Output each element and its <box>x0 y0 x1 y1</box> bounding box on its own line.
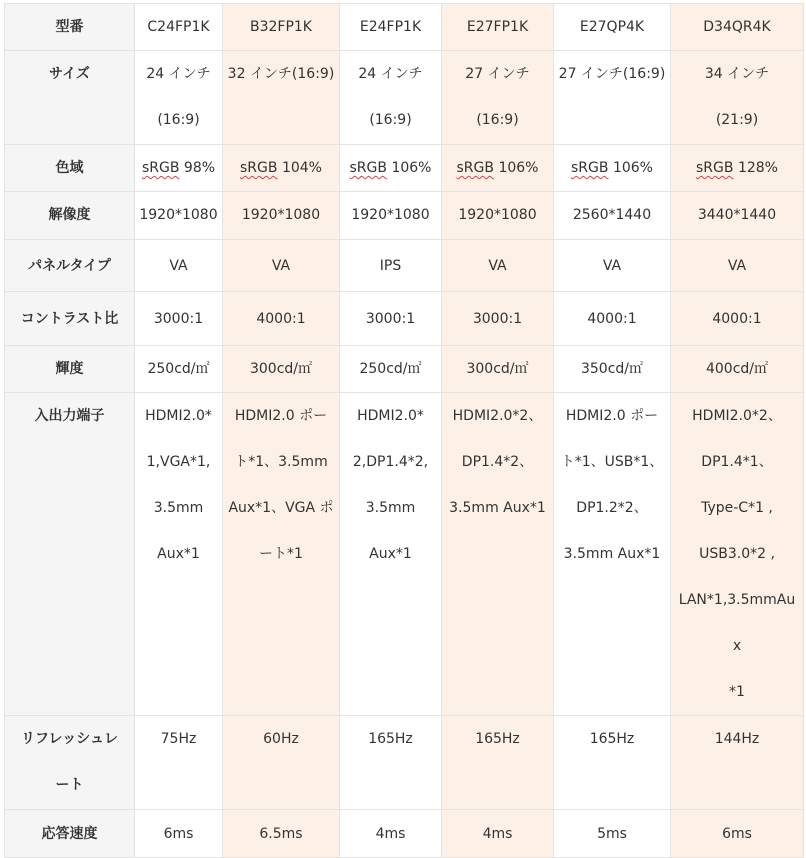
ports-cell: HDMI2.0 ポー ト*1、3.5mm Aux*1、VGA ポ ート*1 <box>223 393 340 716</box>
size-cell: 27 インチ(16:9) <box>554 51 671 145</box>
response-cell: 6ms <box>671 810 804 858</box>
refresh-cell: 165Hz <box>442 716 554 810</box>
refresh-cell: 75Hz <box>135 716 223 810</box>
response-cell: 4ms <box>340 810 442 858</box>
row-refresh <box>5 716 804 810</box>
size-cell: 27 インチ (16:9) <box>442 51 554 145</box>
panel-cell: IPS <box>340 240 442 292</box>
row-header-brightness: 輝度 <box>5 346 135 393</box>
gamut-cell: sRGB 106% <box>442 145 554 192</box>
gamut-cell: sRGB 104% <box>223 145 340 192</box>
response-cell: 5ms <box>554 810 671 858</box>
brightness-cell: 300cd/㎡ <box>442 346 554 393</box>
contrast-cell: 3000:1 <box>340 292 442 346</box>
row-resolution <box>5 192 804 240</box>
brightness-cell: 300cd/㎡ <box>223 346 340 393</box>
row-header-resolution: 解像度 <box>5 192 135 240</box>
brightness-cell: 250cd/㎡ <box>340 346 442 393</box>
resolution-cell: 1920*1080 <box>442 192 554 240</box>
panel-cell: VA <box>223 240 340 292</box>
refresh-cell: 165Hz <box>554 716 671 810</box>
ports-cell: HDMI2.0* 2,DP1.4*2, 3.5mm Aux*1 <box>340 393 442 716</box>
panel-cell: VA <box>554 240 671 292</box>
row-brightness <box>5 346 804 393</box>
brightness-cell: 350cd/㎡ <box>554 346 671 393</box>
size-cell: 24 インチ (16:9) <box>135 51 223 145</box>
response-cell: 6ms <box>135 810 223 858</box>
row-size <box>5 51 804 145</box>
row-gamut <box>5 145 804 192</box>
brightness-cell: 400cd/㎡ <box>671 346 804 393</box>
resolution-cell: 1920*1080 <box>135 192 223 240</box>
refresh-cell: 165Hz <box>340 716 442 810</box>
row-header-ports: 入出力端子 <box>5 393 135 716</box>
row-response <box>5 810 804 858</box>
row-header-gamut: 色域 <box>5 145 135 192</box>
gamut-cell: sRGB 128% <box>671 145 804 192</box>
response-cell: 4ms <box>442 810 554 858</box>
monitor-spec-table <box>4 3 804 858</box>
row-header-model: 型番 <box>5 4 135 51</box>
ports-cell: HDMI2.0*2、 DP1.4*1、 Type-C*1 , USB3.0*2 , LAN*1,3.5mmAux *1 <box>671 393 804 716</box>
row-header-panel: パネルタイプ <box>5 240 135 292</box>
model-cell: E27FP1K <box>442 4 554 51</box>
panel-cell: VA <box>671 240 804 292</box>
size-cell: 32 インチ(16:9) <box>223 51 340 145</box>
contrast-cell: 3000:1 <box>442 292 554 346</box>
row-header-contrast: コントラスト比 <box>5 292 135 346</box>
row-model <box>5 4 804 51</box>
model-cell: E24FP1K <box>340 4 442 51</box>
response-cell: 6.5ms <box>223 810 340 858</box>
row-panel <box>5 240 804 292</box>
gamut-cell: sRGB 106% <box>554 145 671 192</box>
contrast-cell: 3000:1 <box>135 292 223 346</box>
panel-cell: VA <box>442 240 554 292</box>
resolution-cell: 2560*1440 <box>554 192 671 240</box>
refresh-cell: 144Hz <box>671 716 804 810</box>
contrast-cell: 4000:1 <box>671 292 804 346</box>
resolution-cell: 3440*1440 <box>671 192 804 240</box>
refresh-cell: 60Hz <box>223 716 340 810</box>
size-cell: 34 インチ (21:9) <box>671 51 804 145</box>
row-header-refresh: リフレッシュレ ート <box>5 716 135 810</box>
row-ports <box>5 393 804 716</box>
size-cell: 24 インチ (16:9) <box>340 51 442 145</box>
row-header-response: 応答速度 <box>5 810 135 858</box>
resolution-cell: 1920*1080 <box>223 192 340 240</box>
model-cell: C24FP1K <box>135 4 223 51</box>
ports-cell: HDMI2.0*2、 DP1.4*2、 3.5mm Aux*1 <box>442 393 554 716</box>
row-contrast <box>5 292 804 346</box>
contrast-cell: 4000:1 <box>223 292 340 346</box>
gamut-cell: sRGB 106% <box>340 145 442 192</box>
model-cell: E27QP4K <box>554 4 671 51</box>
ports-cell: HDMI2.0 ポー ト*1、USB*1、 DP1.2*2、 3.5mm Aux*1 <box>554 393 671 716</box>
brightness-cell: 250cd/㎡ <box>135 346 223 393</box>
model-cell: B32FP1K <box>223 4 340 51</box>
model-cell: D34QR4K <box>671 4 804 51</box>
contrast-cell: 4000:1 <box>554 292 671 346</box>
resolution-cell: 1920*1080 <box>340 192 442 240</box>
row-header-size: サイズ <box>5 51 135 145</box>
ports-cell: HDMI2.0* 1,VGA*1, 3.5mm Aux*1 <box>135 393 223 716</box>
gamut-cell: sRGB 98% <box>135 145 223 192</box>
panel-cell: VA <box>135 240 223 292</box>
